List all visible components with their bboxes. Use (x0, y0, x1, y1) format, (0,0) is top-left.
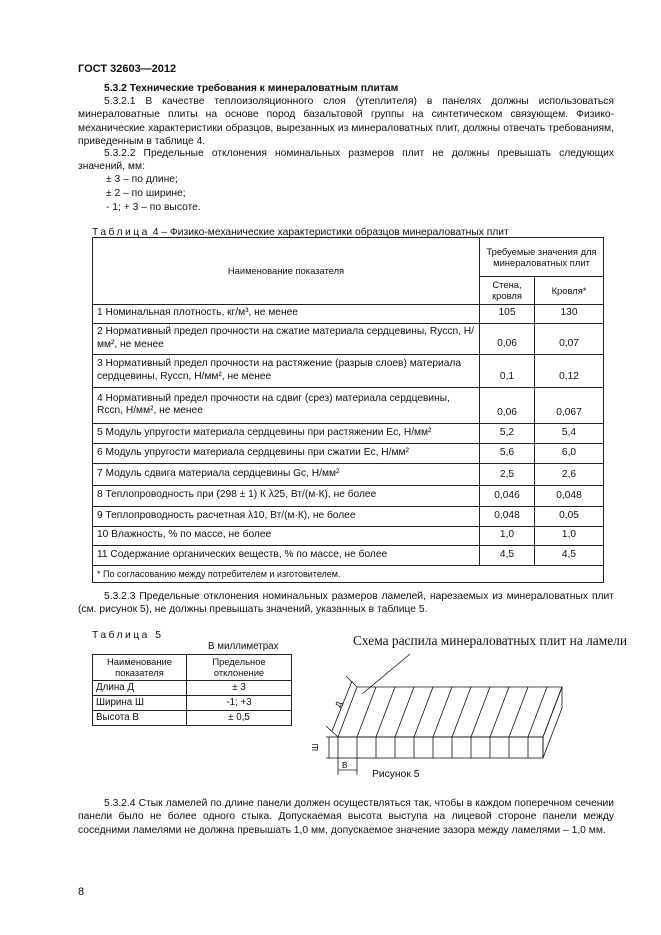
table-row (93, 443, 604, 463)
row-value-b: 0,067 (535, 387, 604, 423)
cut-lines-top (357, 687, 547, 737)
plate-right-face (543, 687, 562, 758)
table4-header-group: Требуемые значения для минераловатных плит (480, 238, 604, 277)
table-row (93, 354, 604, 387)
table-row (93, 545, 604, 565)
plate-top-face (338, 687, 562, 737)
row-dev: ± 3 (187, 681, 292, 696)
row-label: 11 Содержание органических веществ, % по массе, не более (93, 545, 480, 565)
label-width: Ш (311, 743, 320, 751)
row-label: 7 Модуль сдвига материала сердцевины Gc, Н/мм² (93, 463, 480, 485)
list-item-height: - 1; + 3 – по высоте. (106, 202, 201, 213)
table4-header-wall-roof: Стена, кровля (480, 277, 535, 305)
row-name: Длина Д (93, 681, 187, 696)
cut-lines-front (357, 737, 528, 758)
row-value-a: 4,5 (480, 545, 535, 565)
row-value-a: 0,06 (480, 387, 535, 423)
table5-header-name: Наименование показателя (93, 655, 187, 681)
figure5-lamella-diagram (300, 650, 570, 780)
row-name: Высота В (93, 711, 187, 726)
row-value-b: 0,07 (535, 323, 604, 354)
row-value-b: 5,4 (535, 423, 604, 443)
table-row (93, 387, 604, 423)
paragraph-5-3-2-4: 5.3.2.4 Стык ламелей по длине панели должен осуществляться так, чтобы в каждом поперечном сечении панели было не более одного стыка. Допускаемая высота выступа на лицевой стороне панели между соседними ламелями не должна превышать 1,0 мм, допускаемое значение зазора между ламелями – 1,0 мм. (78, 798, 614, 836)
label-length: Д (333, 700, 344, 709)
dimension-height (326, 737, 338, 758)
table4-caption-word: Таблица (92, 227, 150, 238)
row-label: 4 Нормативный предел прочности на сдвиг (срез) материала сердцевины, Rccn, Н/мм², не менее (93, 387, 480, 423)
row-value-a: 0,1 (480, 354, 535, 387)
table5-caption: Таблица 5 (92, 630, 164, 641)
row-value-a: 105 (480, 304, 535, 323)
row-value-a: 0,046 (480, 485, 535, 506)
row-label: 8 Теплопроводность при (298 ± 1) К λ25, Вт/(м·К), не более (93, 485, 480, 506)
page-number: 8 (78, 886, 85, 898)
row-value-b: 2,6 (535, 463, 604, 485)
row-label: 3 Нормативный предел прочности на растяжение (разрыв слоев) материала сердцевины, Rуcсn, Н/мм², не менее (93, 354, 480, 387)
row-value-a: 2,5 (480, 463, 535, 485)
figure5-caption: Рисунок 5 (372, 769, 420, 780)
table-row (93, 463, 604, 485)
paragraph-5-3-2-2: 5.3.2.2 Предельные отклонения номинальных размеров плит не должны превышать следующих значений, мм: (78, 148, 614, 173)
table-row (93, 323, 604, 354)
paragraph-5-3-2-1: 5.3.2.1 В качестве теплоизоляционного слоя (утеплителя) в панелях должны использоваться минераловатные плиты на основе пород базальтовой группы на синтетическом связующем. Физико-механические характеристики образцов, вырезанных из минераловатных плит, должны отвечать требованиям, приведенным в таблице 4. (78, 96, 614, 148)
document-code: ГОСТ 32603—2012 (78, 63, 177, 75)
figure5-title: Схема распила минераловатных плит на ламели (352, 633, 628, 648)
row-value-b: 6,0 (535, 443, 604, 463)
table-5 (92, 654, 292, 726)
row-value-b: 4,5 (535, 545, 604, 565)
table-row (93, 485, 604, 506)
table-row (93, 711, 292, 726)
label-height: В (342, 761, 348, 770)
table4-header-roof: Кровля* (535, 277, 604, 305)
table-4 (92, 237, 604, 583)
row-label: 6 Модуль упругости материала сердцевины при сжатии Ec, Н/мм² (93, 443, 480, 463)
table-row (93, 681, 292, 696)
title-leader-line (362, 654, 410, 694)
row-value-b: 0,048 (535, 485, 604, 506)
row-label: 10 Влажность, % по массе, не более (93, 526, 480, 545)
table5-header-dev: Предельное отклонение (187, 655, 292, 681)
row-value-a: 5,6 (480, 443, 535, 463)
row-value-a: 5,2 (480, 423, 535, 443)
row-value-b: 0,05 (535, 506, 604, 526)
row-value-a: 0,06 (480, 323, 535, 354)
row-value-a: 1,0 (480, 526, 535, 545)
table-row (93, 506, 604, 526)
row-label: 1 Номинальная плотность, кг/м³, не менее (93, 304, 480, 323)
section-title: 5.3.2 Технические требования к минераловатным плитам (104, 83, 399, 94)
row-value-b: 1,0 (535, 526, 604, 545)
row-value-b: 0,12 (535, 354, 604, 387)
table4-header-name: Наименование показателя (93, 238, 480, 305)
row-name: Ширина Ш (93, 696, 187, 711)
row-dev: ± 0,5 (187, 711, 292, 726)
row-value-b: 130 (535, 304, 604, 323)
row-label: 9 Теплопроводность расчетная λ10, Вт/(м·К), не более (93, 506, 480, 526)
row-dev: -1; +3 (187, 696, 292, 711)
list-item-width: ± 2 – по ширине; (106, 188, 186, 199)
paragraph-5-3-2-3: 5.3.2.3 Предельные отклонения номинальных размеров ламелей, нарезаемых из минераловатных плит (см. рисунок 5), не должны превышать значений, указанных в таблице 5. (78, 591, 614, 616)
list-item-length: ± 3 – по длине; (106, 174, 178, 185)
table-row (93, 423, 604, 443)
table4-footnote: * По согласованию между потребителем и изготовителем. (93, 565, 604, 583)
table5-unit: В миллиметрах (208, 641, 279, 652)
row-value-a: 0,048 (480, 506, 535, 526)
row-label: 2 Нормативный предел прочности на сжатие материала сердцевины, Rуcсn, Н/мм², не менее (93, 323, 480, 354)
table-row (93, 526, 604, 545)
dimension-width (338, 758, 357, 775)
table-row (93, 304, 604, 323)
row-label: 5 Модуль упругости материала сердцевины при растяжении Ec, Н/мм² (93, 423, 480, 443)
table4-caption-text: 4 – Физико-механические характеристики образцов минераловатных плит (152, 227, 509, 238)
plate-front-face (338, 737, 543, 758)
table-row (93, 696, 292, 711)
